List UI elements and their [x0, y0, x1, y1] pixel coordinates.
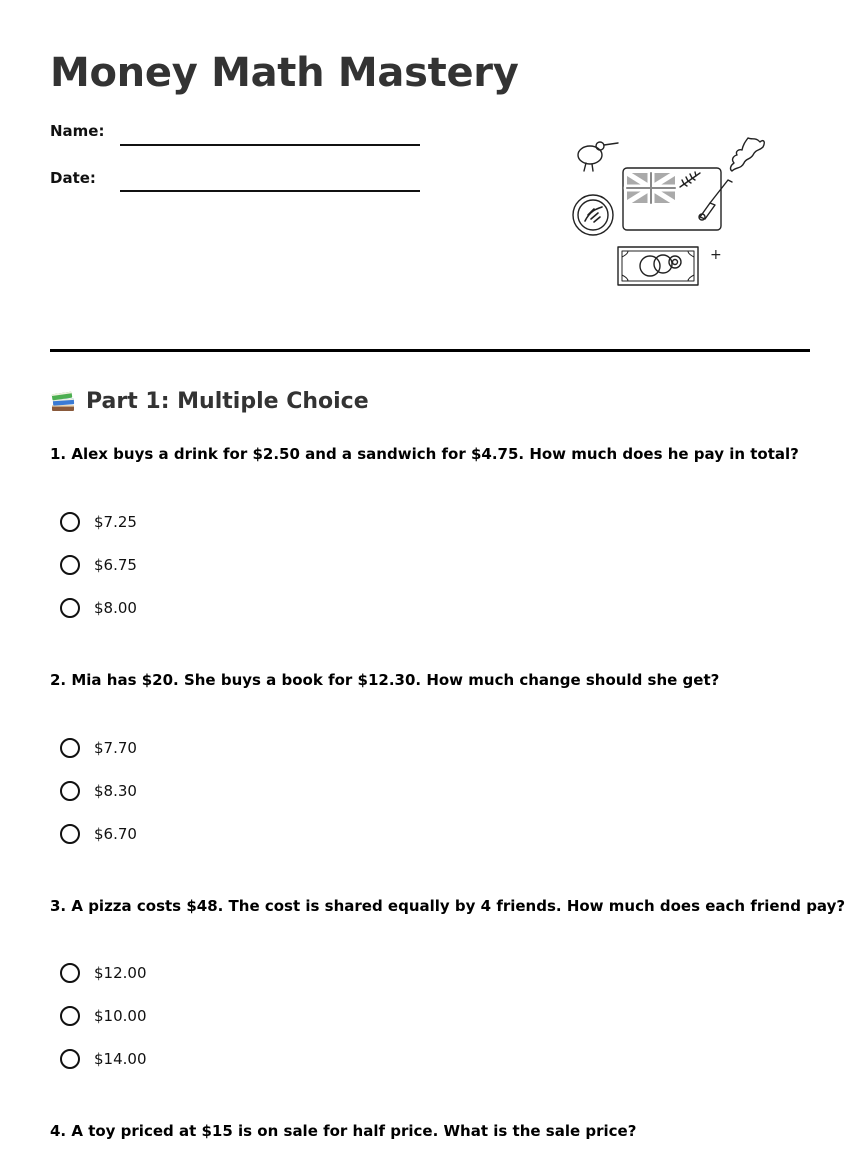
question-4: 4. A toy priced at $15 is on sale for half price. What is the sale price? — [50, 1122, 637, 1140]
question-3-option-1[interactable] — [60, 963, 147, 983]
question-2-option-2[interactable] — [60, 781, 137, 801]
radio-button[interactable] — [60, 824, 80, 844]
name-label: Name: — [50, 122, 105, 140]
option-label: $6.75 — [94, 556, 137, 574]
books-icon — [50, 388, 76, 414]
option-label: $14.00 — [94, 1050, 147, 1068]
question-3: 3. A pizza costs $48. The cost is shared equally by 4 friends. How much does each friend pay? — [50, 897, 846, 915]
option-label: $7.25 — [94, 513, 137, 531]
question-1-option-2[interactable] — [60, 555, 137, 575]
radio-button[interactable] — [60, 1006, 80, 1026]
question-3-option-3[interactable] — [60, 1049, 147, 1069]
radio-button[interactable] — [60, 512, 80, 532]
option-label: $7.70 — [94, 739, 137, 757]
option-label: $10.00 — [94, 1007, 147, 1025]
section-title: Part 1: Multiple Choice — [86, 388, 369, 414]
option-label: $8.30 — [94, 782, 137, 800]
page-title: Money Math Mastery — [50, 50, 519, 96]
option-label: $12.00 — [94, 964, 147, 982]
banknote-icon — [618, 247, 698, 285]
option-label: $6.70 — [94, 825, 137, 843]
radio-button[interactable] — [60, 738, 80, 758]
question-2: 2. Mia has $20. She buys a book for $12.30. How much change should she get? — [50, 671, 720, 689]
question-1: 1. Alex buys a drink for $2.50 and a sandwich for $4.75. How much does he pay in total? — [50, 445, 799, 463]
option-label: $8.00 — [94, 599, 137, 617]
radio-button[interactable] — [60, 555, 80, 575]
question-1-option-1[interactable] — [60, 512, 137, 532]
question-3-option-2[interactable] — [60, 1006, 147, 1026]
radio-button[interactable] — [60, 598, 80, 618]
question-2-option-1[interactable] — [60, 738, 137, 758]
coin-icon — [573, 195, 613, 235]
date-label: Date: — [50, 169, 96, 187]
date-field[interactable] — [120, 190, 420, 192]
radio-button[interactable] — [60, 781, 80, 801]
section-divider — [50, 349, 810, 352]
radio-button[interactable] — [60, 1049, 80, 1069]
kiwi-bird-icon — [578, 142, 618, 171]
new-zealand-map-icon — [731, 138, 765, 171]
money-illustration — [560, 125, 780, 299]
flag-icon — [623, 168, 721, 230]
plus-icon: + — [710, 247, 722, 263]
fern-icon — [680, 172, 700, 187]
name-field[interactable] — [120, 144, 420, 146]
question-1-option-3[interactable] — [60, 598, 137, 618]
section-heading — [50, 388, 369, 414]
question-2-option-3[interactable] — [60, 824, 137, 844]
radio-button[interactable] — [60, 963, 80, 983]
